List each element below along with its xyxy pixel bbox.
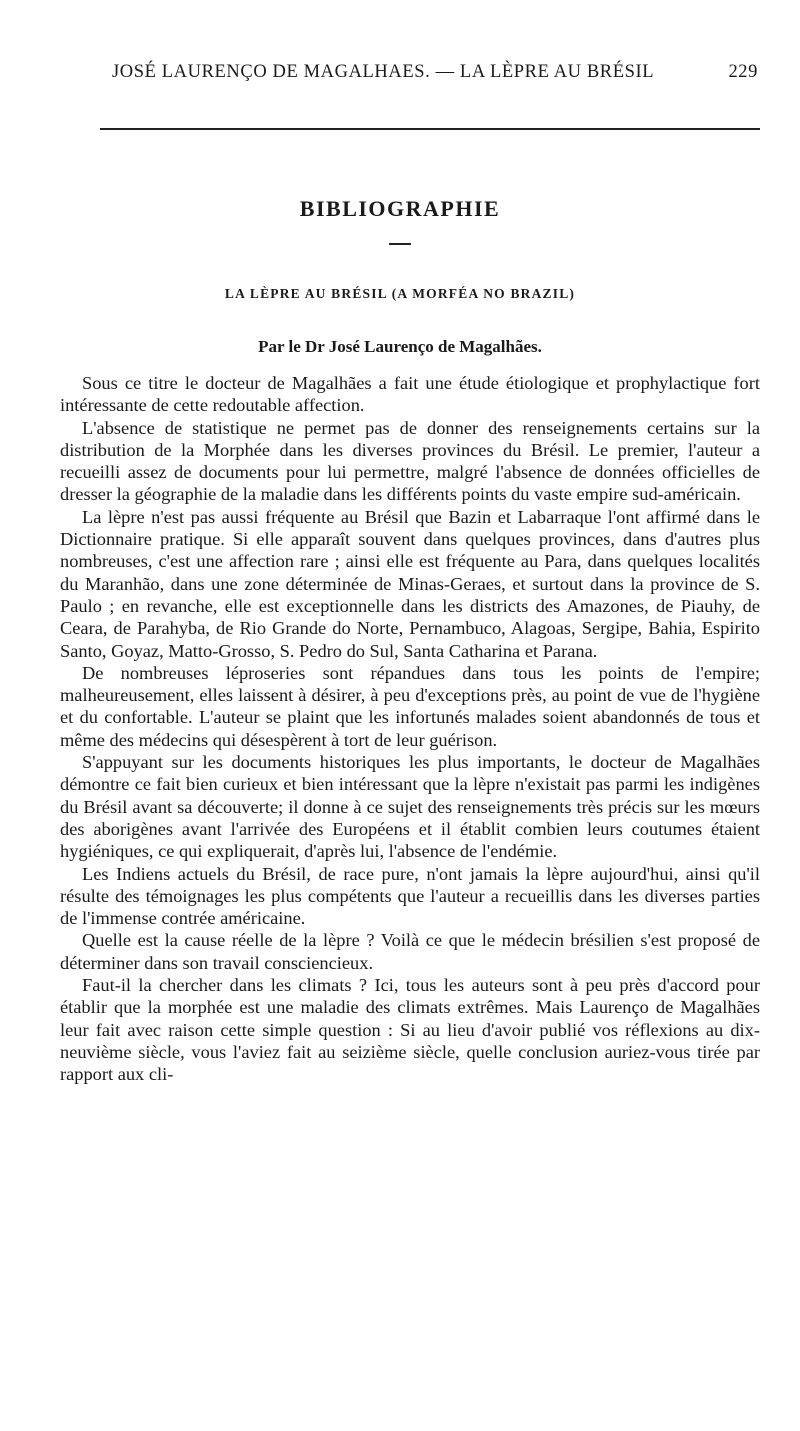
- paragraph: La lèpre n'est pas aussi fréquente au Brésil que Bazin et Labarraque l'ont affirmé dans le Dictionnaire pratique. Si elle apparaît souvent dans quelques provinces, dans d'autres plus nombreuses, c'est une affection rare ; ainsi elle est fréquente au Para, dans quelques localités du Maranhão, dans une zone déterminée de Minas-Geraes, et surtout dans la province de S. Paulo ; en revanche, elle est exceptionnelle dans les districts des Amazones, de Piauhy, de Ceara, de Parahyba, de Rio Grande do Norte, Pernambuco, Alagoas, Sergipe, Bahia, Espirito Santo, Goyaz, Matto-Grosso, S. Pedro do Sul, Santa Catharina et Parana.: [60, 506, 760, 661]
- review-author: Par le Dr José Laurenço de Magalhães.: [258, 337, 542, 356]
- running-head: [112, 62, 758, 83]
- paragraph: L'absence de statistique ne permet pas de donner des renseignements certains sur la distribution de la Morphée dans les diverses provinces du Brésil. Le premier, l'auteur a recueilli assez de documents pour lui permettre, malgré l'absence de données officielles de dresser la géographie de la maladie dans les différents points du vaste empire sud-américain.: [60, 417, 760, 505]
- paragraph: De nombreuses léproseries sont répandues dans tous les points de l'empire; malheureusement, elles laissent à désirer, à peu d'exceptions près, au point de vue de l'hygiène et du confortable. L'auteur se plaint que les infortunés malades soient abandonnés de tous et même des médecins qui désespèrent à tort de leur guérison.: [60, 662, 760, 750]
- paragraph: Faut-il la chercher dans les climats ? Ici, tous les auteurs sont à peu près d'accord pour établir que la morphée est une maladie des climats extrêmes. Mais Laurenço de Magalhães leur fait avec raison cette simple question : Si au lieu d'avoir publié vos réflexions au dix-neuvième siècle, vous l'aviez fait au seizième siècle, quelle conclusion auriez-vous tirée par rapport aux cli-: [60, 975, 760, 1085]
- paragraph: Quelle est la cause réelle de la lèpre ? Voilà ce que le médecin brésilien s'est proposé de déterminer dans son travail consciencieux.: [60, 930, 760, 973]
- paragraph: Les Indiens actuels du Brésil, de race pure, n'ont jamais la lèpre aujourd'hui, ainsi qu'il résulte des témoignages les plus compétents que l'auteur a recueillis dans les diverses parties de l'immense contrée américaine.: [60, 863, 760, 929]
- running-title: JOSÉ LAURENÇO DE MAGALHAES. — LA LÈPRE AU BRÉSIL: [112, 62, 655, 82]
- header-rule: [100, 128, 760, 130]
- section-title: BIBLIOGRAPHIE: [299, 196, 501, 221]
- section-divider: [389, 243, 411, 245]
- review-title: LA LÈPRE AU BRÉSIL (A MORFÉA NO BRAZIL): [224, 286, 576, 301]
- paragraph: S'appuyant sur les documents historiques les plus importants, le docteur de Magalhães démontre ce fait bien curieux et bien intéressant que la lèpre n'existait pas parmi les indigènes du Brésil avant sa découverte; il donne à ce sujet des renseignements très précis sur les mœurs des aborigènes avant l'arrivée des Européens et il établit combien leurs coutumes étaient hygiéniques, ce qui expliquerait, d'après lui, l'absence de l'endémie.: [60, 752, 760, 862]
- review-body: [60, 372, 760, 1086]
- page-number: 229: [728, 62, 758, 82]
- paragraph: Sous ce titre le docteur de Magalhães a fait une étude étiologique et prophylactique fort intéressante de cette redoutable affection.: [60, 373, 760, 416]
